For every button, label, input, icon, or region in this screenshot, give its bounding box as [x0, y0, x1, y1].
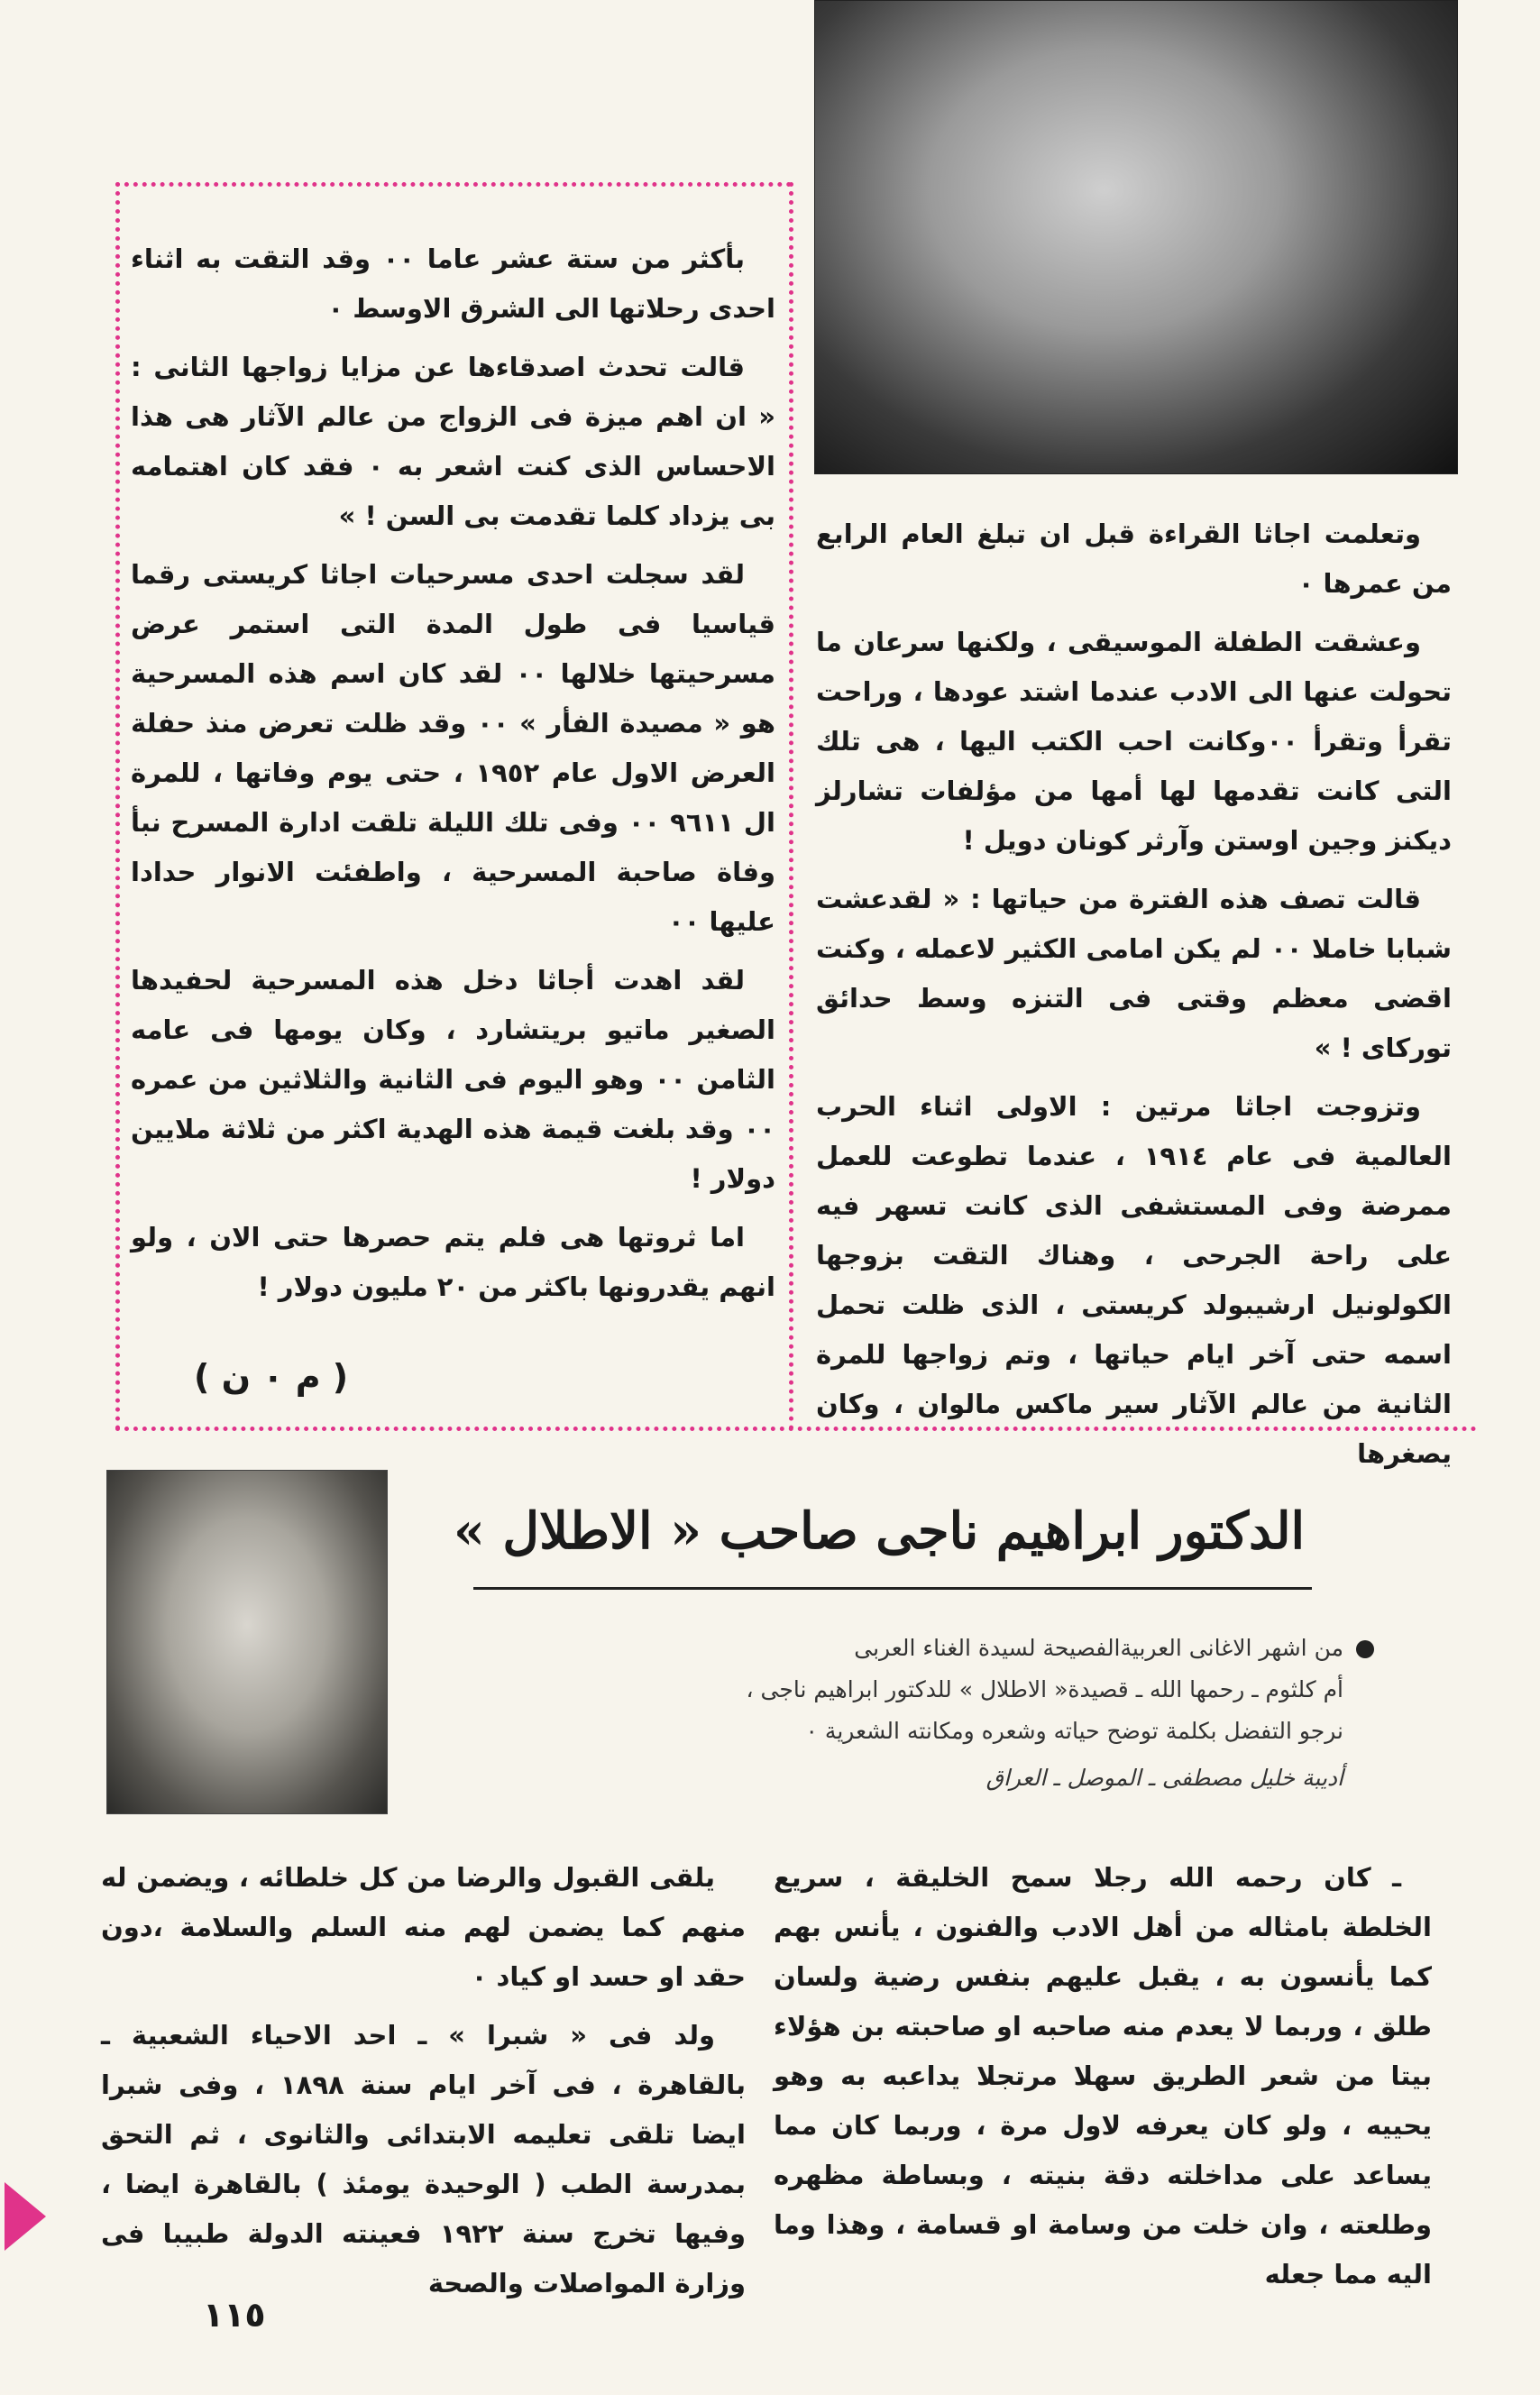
paragraph: لقد سجلت احدى مسرحيات اجاثا كريستى رقما قياسيا فى طول المدة التى استمر عرض مسرحيتها خلالها ٠٠ لقد كان اسم هذه المسرحية هو « مصيدة الفأر » ٠٠ وقد ظلت تعرض منذ حفلة العرض الاول عام ١٩٥٢ ، حتى يوم وفاتها ، للمرة ال ٩٦١١ ٠٠ وفى تلك الليلة تلقت ادارة المسرح نبأ وفاة صاحبة المسرحية ، واطفئت الانوار حدادا عليها ٠٠ — [131, 559, 776, 937]
paragraph: بأكثر من ستة عشر عاما ٠٠ وقد التقت به اثناء احدى رحلاتها الى الشرق الاوسط ٠ — [131, 243, 775, 324]
article1-right-column — [816, 509, 1452, 1488]
question-intro — [455, 1628, 1343, 1799]
title-underline — [473, 1587, 1312, 1590]
portrait-photo-agatha — [814, 0, 1458, 474]
page-number: ١١٥ — [203, 2295, 266, 2335]
asker-name: أديبة خليل مصطفى ـ الموصل ـ العراق — [985, 1765, 1343, 1791]
intro-line: نرجو التفضل بكلمة توضح حياته وشعره ومكانته الشعرية ٠ — [805, 1718, 1343, 1744]
paragraph: قالت تصف هذه الفترة من حياتها : « لقدعشت شبابا خاملا ٠٠ لم يكن امامى الكثير لاعمله ، وكنت اقضى معظم وقتى فى التنزه وسط حدائق توركاى ! » — [816, 884, 1452, 1063]
paragraph: قالت تحدث اصدقاءها عن مزايا زواجها الثانى : « ان اهم ميزة فى الزواج من عالم الآثار هى هذا الاحساس الذى كنت اشعر به ٠ فقد كان اهتمامه بى يزداد كلما تقدمت بى السن ! » — [131, 352, 775, 531]
page-tab-marker — [5, 2182, 46, 2251]
paragraph: وتزوجت اجاثا مرتين : الاولى اثناء الحرب العالمية فى عام ١٩١٤ ، عندما تطوعت للعمل ممرضة وفى المستشفى الذى كانت تسهر فيه على راحة الجرحى ، وهناك التقت بزوجها الكولونيل ارشيبولد كريستى ، الذى ظلت تحمل اسمه حتى آخر ايام حياتها ، وتم زواجها للمرة الثانية من عالم الآثار سير ماكس مالوان ، وكان يصغرها — [816, 1091, 1452, 1469]
intro-line: من اشهر الاغانى العربيةالفصيحة لسيدة الغناء العربى — [455, 1628, 1343, 1669]
paragraph: ولد فى « شبرا » ـ احد الاحياء الشعبية ـ بالقاهرة ، فى آخر ايام سنة ١٨٩٨ ، وفى شبرا ايضا تلقى تعليمه الابتدائى والثانوى ، ثم التحق بمدرسة الطب ( الوحيدة يومئذ ) بالقاهرة ايضا ، وفيها تخرج سنة ١٩٢٢ فعينته الدولة طبيبا فى وزارة المواصلات والصحة — [101, 2020, 746, 2299]
paragraph: وتعلمت اجاثا القراءة قبل ان تبلغ العام الرابع من عمرها ٠ — [816, 518, 1452, 599]
article1-left-column — [131, 234, 775, 1321]
frame-right-border — [789, 182, 793, 1431]
paragraph: وعشقت الطفلة الموسيقى ، ولكنها سرعان ما تحولت عنها الى الادب عندما اشتد عودها ، وراحت تقرأ وتقرأ ٠٠وكانت احب الكتب اليها ، هى تلك التى كانت تقدمها لها أمها من مؤلفات تشارلز ديكنز وجين اوستن وآرثر كونان دويل ! — [816, 627, 1452, 856]
intro-line: أم كلثوم ـ رحمها الله ـ قصيدة« الاطلال » للدكتور ابراهيم ناجى ، — [746, 1676, 1343, 1702]
author-signature: ( م ٠ ن ) — [194, 1357, 349, 1397]
portrait-photo-naji — [106, 1470, 388, 1814]
article2-right-column — [774, 1853, 1432, 2308]
bullet-dot — [1356, 1640, 1374, 1658]
frame-top-border — [115, 182, 792, 187]
paragraph: يلقى القبول والرضا من كل خلطائه ، ويضمن له منهم كما يضمن لهم منه السلم والسلامة ،دون حقد او حسد او كياد ٠ — [101, 1862, 746, 1992]
article-title: الدكتور ابراهيم ناجى صاحب « الاطلال » — [453, 1501, 1306, 1561]
frame-left-border — [115, 182, 120, 1431]
paragraph: لقد اهدت أجاثا دخل هذه المسرحية لحفيدها الصغير ماتيو بريتشارد ، وكان يومها فى عامه الثامن ٠٠ وهو اليوم فى الثانية والثلاثين من عمره ٠٠ وقد بلغت قيمة هذه الهدية اكثر من ثلاثة ملايين دولار ! — [131, 965, 775, 1194]
paragraph: اما ثروتها هى فلم يتم حصرها حتى الان ، ولو انهم يقدرونها باكثر من ٢٠ مليون دولار ! — [131, 1222, 775, 1302]
article2-left-column — [101, 1853, 746, 2317]
paragraph: ـ كان رحمه الله رجلا سمح الخليقة ، سريع الخلطة بامثاله من أهل الادب والفنون ، يأنس بهم كما يأنسون به ، يقبل عليهم بنفس رضية ولسان طلق ، وربما لا يعدم منه صاحبه او صاحبته بن هؤلاء بيتا من شعر الطريق سهلا مرتجلا يداعبه به وهو يحييه ، ولو كان يعرفه لاول مرة ، وربما كان مما يساعد على مداخلته دقة بنيته ، وبساطة مظهره وطلعته ، وان خلت من وسامة او قسامة ، وهذا وما اليه مما جعله — [774, 1862, 1432, 2289]
